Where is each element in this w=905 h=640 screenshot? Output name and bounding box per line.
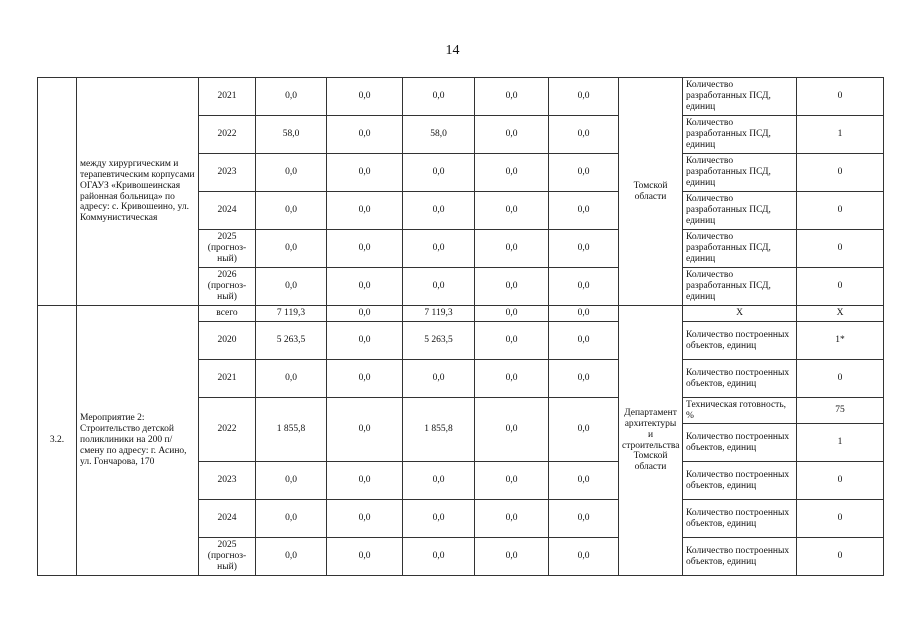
executor-cell: Департамент архитектуры и строительства Томской области (619, 306, 683, 576)
year-cell: 2024 (199, 192, 256, 230)
value-cell: 0,0 (475, 398, 549, 462)
value-cell: 5 263,5 (256, 322, 327, 360)
activity-name-cell: Мероприятие 2: Строительство детской поликлиники на 200 п/смену по адресу: г. Асино, ул. Гончарова, 170 (77, 306, 199, 576)
value-cell: 0,0 (475, 268, 549, 306)
year-cell: 2026 (прогноз-ный) (199, 268, 256, 306)
result-cell: 0 (797, 268, 884, 306)
year-cell: 2022 (199, 398, 256, 462)
value-cell: 0,0 (475, 322, 549, 360)
result-cell: 0 (797, 538, 884, 576)
value-cell: 0,0 (403, 462, 475, 500)
result-cell: 0 (797, 230, 884, 268)
year-cell: 2020 (199, 322, 256, 360)
value-cell: 7 119,3 (256, 306, 327, 322)
value-cell: 0,0 (327, 538, 403, 576)
year-cell: 2025 (прогноз-ный) (199, 538, 256, 576)
result-cell: 0 (797, 154, 884, 192)
value-cell: 7 119,3 (403, 306, 475, 322)
value-cell: 0,0 (549, 192, 619, 230)
year-cell: 2025 (прогноз-ный) (199, 230, 256, 268)
year-cell: 2021 (199, 78, 256, 116)
value-cell: 0,0 (475, 538, 549, 576)
value-cell: 0,0 (327, 230, 403, 268)
value-cell: 0,0 (403, 154, 475, 192)
indicator-cell: Количество построенных объектов, единиц (683, 462, 797, 500)
value-cell: 0,0 (475, 360, 549, 398)
indicator-cell: Количество построенных объектов, единиц (683, 322, 797, 360)
value-cell: 0,0 (256, 462, 327, 500)
value-cell: 0,0 (256, 360, 327, 398)
value-cell: 0,0 (403, 78, 475, 116)
value-cell: 0,0 (549, 462, 619, 500)
activity-name-cell: между хирургическим и терапевтическим корпусами ОГАУЗ «Кривошеинская районная больница» по адресу: с. Кривошеино, ул. Коммунистическая (77, 78, 199, 306)
value-cell: 0,0 (403, 360, 475, 398)
value-cell: 0,0 (327, 268, 403, 306)
value-cell: 0,0 (549, 360, 619, 398)
value-cell: 0,0 (403, 268, 475, 306)
value-cell: 0,0 (475, 192, 549, 230)
value-cell: 0,0 (549, 306, 619, 322)
year-cell: 2022 (199, 116, 256, 154)
result-cell: 1* (797, 322, 884, 360)
indicator-cell: Количество построенных объектов, единиц (683, 424, 797, 462)
value-cell: 0,0 (327, 360, 403, 398)
indicator-cell: Количество разработанных ПСД, единиц (683, 154, 797, 192)
value-cell: 0,0 (549, 398, 619, 462)
year-cell: 2023 (199, 154, 256, 192)
value-cell: 58,0 (403, 116, 475, 154)
value-cell: 0,0 (549, 154, 619, 192)
value-cell: 1 855,8 (403, 398, 475, 462)
value-cell: 0,0 (549, 230, 619, 268)
result-cell: 75 (797, 398, 884, 424)
value-cell: 0,0 (475, 306, 549, 322)
value-cell: 0,0 (475, 154, 549, 192)
value-cell: 0,0 (475, 78, 549, 116)
value-cell: 0,0 (256, 192, 327, 230)
result-cell: 0 (797, 500, 884, 538)
value-cell: 0,0 (549, 268, 619, 306)
value-cell: 0,0 (403, 538, 475, 576)
indicator-cell: Количество построенных объектов, единиц (683, 360, 797, 398)
value-cell: 0,0 (403, 230, 475, 268)
value-cell: 58,0 (256, 116, 327, 154)
indicator-cell: Количество построенных объектов, единиц (683, 538, 797, 576)
value-cell: 0,0 (256, 154, 327, 192)
result-cell: 1 (797, 424, 884, 462)
value-cell: 0,0 (256, 538, 327, 576)
year-cell: 2021 (199, 360, 256, 398)
value-cell: 0,0 (549, 538, 619, 576)
item-number-cell: 3.2. (38, 306, 77, 576)
indicator-cell: Техническая готовность, % (683, 398, 797, 424)
year-cell: 2024 (199, 500, 256, 538)
executor-cell: Томской области (619, 78, 683, 306)
indicator-cell: Количество разработанных ПСД, единиц (683, 116, 797, 154)
value-cell: 0,0 (256, 78, 327, 116)
indicator-cell: X (683, 306, 797, 322)
table-row (38, 78, 884, 116)
value-cell: 0,0 (475, 462, 549, 500)
result-cell: 1 (797, 116, 884, 154)
value-cell: 0,0 (327, 398, 403, 462)
value-cell: 0,0 (475, 230, 549, 268)
value-cell: 1 855,8 (256, 398, 327, 462)
value-cell: 0,0 (549, 322, 619, 360)
value-cell: 0,0 (327, 192, 403, 230)
result-cell: 0 (797, 462, 884, 500)
program-table (37, 77, 884, 576)
result-cell: 0 (797, 192, 884, 230)
indicator-cell: Количество разработанных ПСД, единиц (683, 268, 797, 306)
item-number-cell (38, 78, 77, 306)
year-cell: 2023 (199, 462, 256, 500)
value-cell: 0,0 (475, 500, 549, 538)
value-cell: 0,0 (403, 192, 475, 230)
value-cell: 0,0 (256, 500, 327, 538)
value-cell: 0,0 (327, 78, 403, 116)
value-cell: 5 263,5 (403, 322, 475, 360)
value-cell: 0,0 (327, 500, 403, 538)
indicator-cell: Количество разработанных ПСД, единиц (683, 192, 797, 230)
value-cell: 0,0 (327, 154, 403, 192)
indicator-cell: Количество разработанных ПСД, единиц (683, 78, 797, 116)
value-cell: 0,0 (403, 500, 475, 538)
result-cell: 0 (797, 360, 884, 398)
result-cell: 0 (797, 78, 884, 116)
result-cell: X (797, 306, 884, 322)
value-cell: 0,0 (549, 78, 619, 116)
value-cell: 0,0 (327, 462, 403, 500)
value-cell: 0,0 (327, 306, 403, 322)
value-cell: 0,0 (549, 116, 619, 154)
value-cell: 0,0 (327, 116, 403, 154)
value-cell: 0,0 (475, 116, 549, 154)
indicator-cell: Количество построенных объектов, единиц (683, 500, 797, 538)
table-row (38, 306, 884, 322)
value-cell: 0,0 (256, 230, 327, 268)
page-number: 14 (445, 43, 460, 58)
value-cell: 0,0 (327, 322, 403, 360)
value-cell: 0,0 (256, 268, 327, 306)
indicator-cell: Количество разработанных ПСД, единиц (683, 230, 797, 268)
year-cell: всего (199, 306, 256, 322)
value-cell: 0,0 (549, 500, 619, 538)
